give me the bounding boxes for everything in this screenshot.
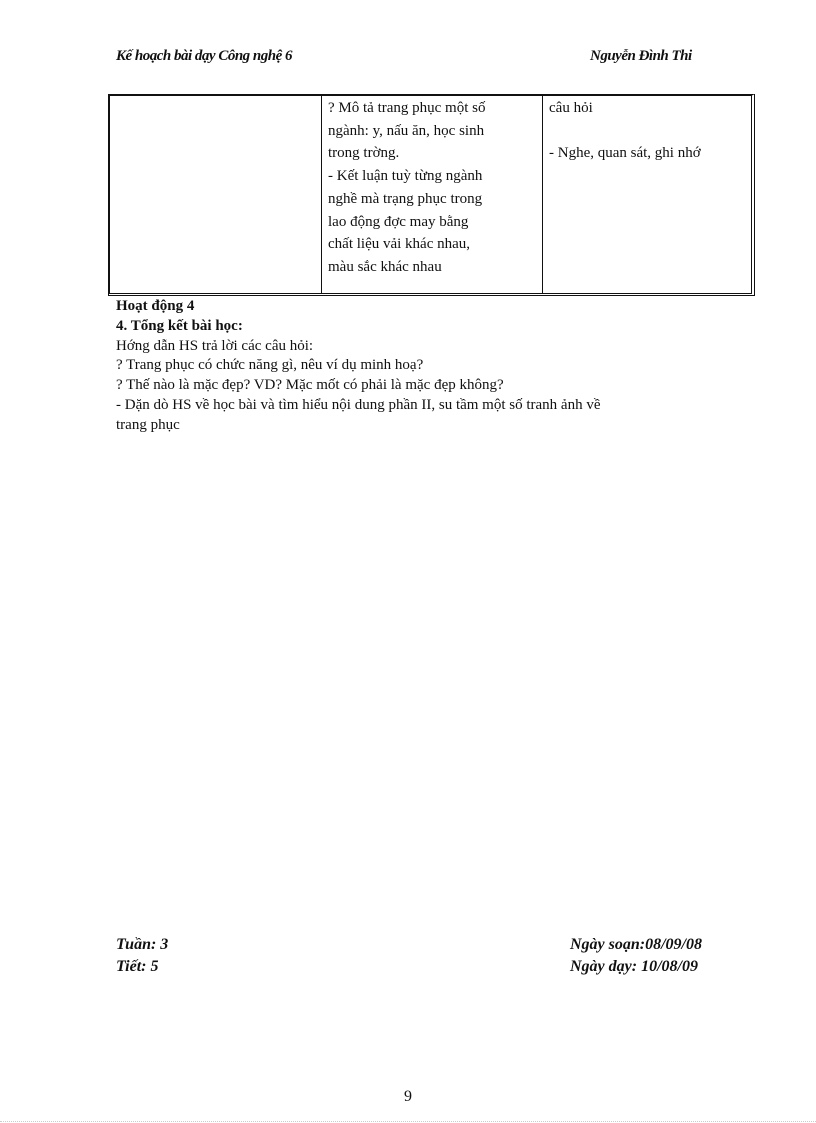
table-cell-empty bbox=[110, 96, 322, 293]
page-number: 9 bbox=[404, 1088, 412, 1105]
footer-period: Tiết: 5 bbox=[116, 958, 159, 975]
footer-prep-date: Ngày soạn:08/09/08 bbox=[570, 936, 702, 953]
table-line: màu sắc khác nhau bbox=[328, 258, 442, 275]
lesson-summary bbox=[116, 297, 756, 436]
lesson-table bbox=[108, 94, 755, 296]
table-line: lao động đợc may bằng bbox=[328, 213, 469, 230]
section-heading: 4. Tổng kết bài học: bbox=[116, 317, 243, 334]
body-line: ? Thế nào là mặc đẹp? VD? Mặc mốt có phải là mặc đẹp không? bbox=[116, 377, 504, 394]
body-line: ? Trang phục có chức năng gì, nêu ví dụ minh hoạ? bbox=[116, 357, 424, 374]
body-line: - Dặn dò HS về học bài và tìm hiểu nội dung phần II, su tầm một số tranh ảnh về bbox=[116, 396, 601, 413]
table-line: chất liệu vải khác nhau, bbox=[328, 236, 471, 253]
header-author: Nguyễn Đình Thi bbox=[590, 48, 692, 64]
table-line: nghề mà trạng phục trong bbox=[328, 190, 483, 207]
body-line: Hớng dẫn HS trả lời các câu hỏi: bbox=[116, 337, 314, 354]
page-bottom-rule bbox=[0, 1121, 816, 1122]
table-line: ? Mô tả trang phục một số bbox=[328, 100, 486, 116]
table-line: - Nghe, quan sát, ghi nhớ bbox=[549, 145, 701, 162]
footer-week: Tuần: 3 bbox=[116, 936, 169, 953]
activity-heading: Hoạt động 4 bbox=[116, 298, 195, 314]
table-cell-teacher-activity bbox=[322, 96, 543, 293]
table-line: câu hỏi bbox=[549, 100, 593, 116]
header-document-title: Kế hoạch bài dạy Công nghệ 6 bbox=[116, 48, 293, 64]
body-line: trang phục bbox=[116, 416, 180, 433]
table-line: - Kết luận tuỳ từng ngành bbox=[328, 168, 483, 185]
table-line: trong trờng. bbox=[328, 145, 400, 162]
table-cell-student-activity bbox=[543, 96, 751, 293]
footer-teach-date: Ngày dạy: 10/08/09 bbox=[570, 958, 698, 975]
table-line: ngành: y, nấu ăn, học sinh bbox=[328, 122, 485, 139]
